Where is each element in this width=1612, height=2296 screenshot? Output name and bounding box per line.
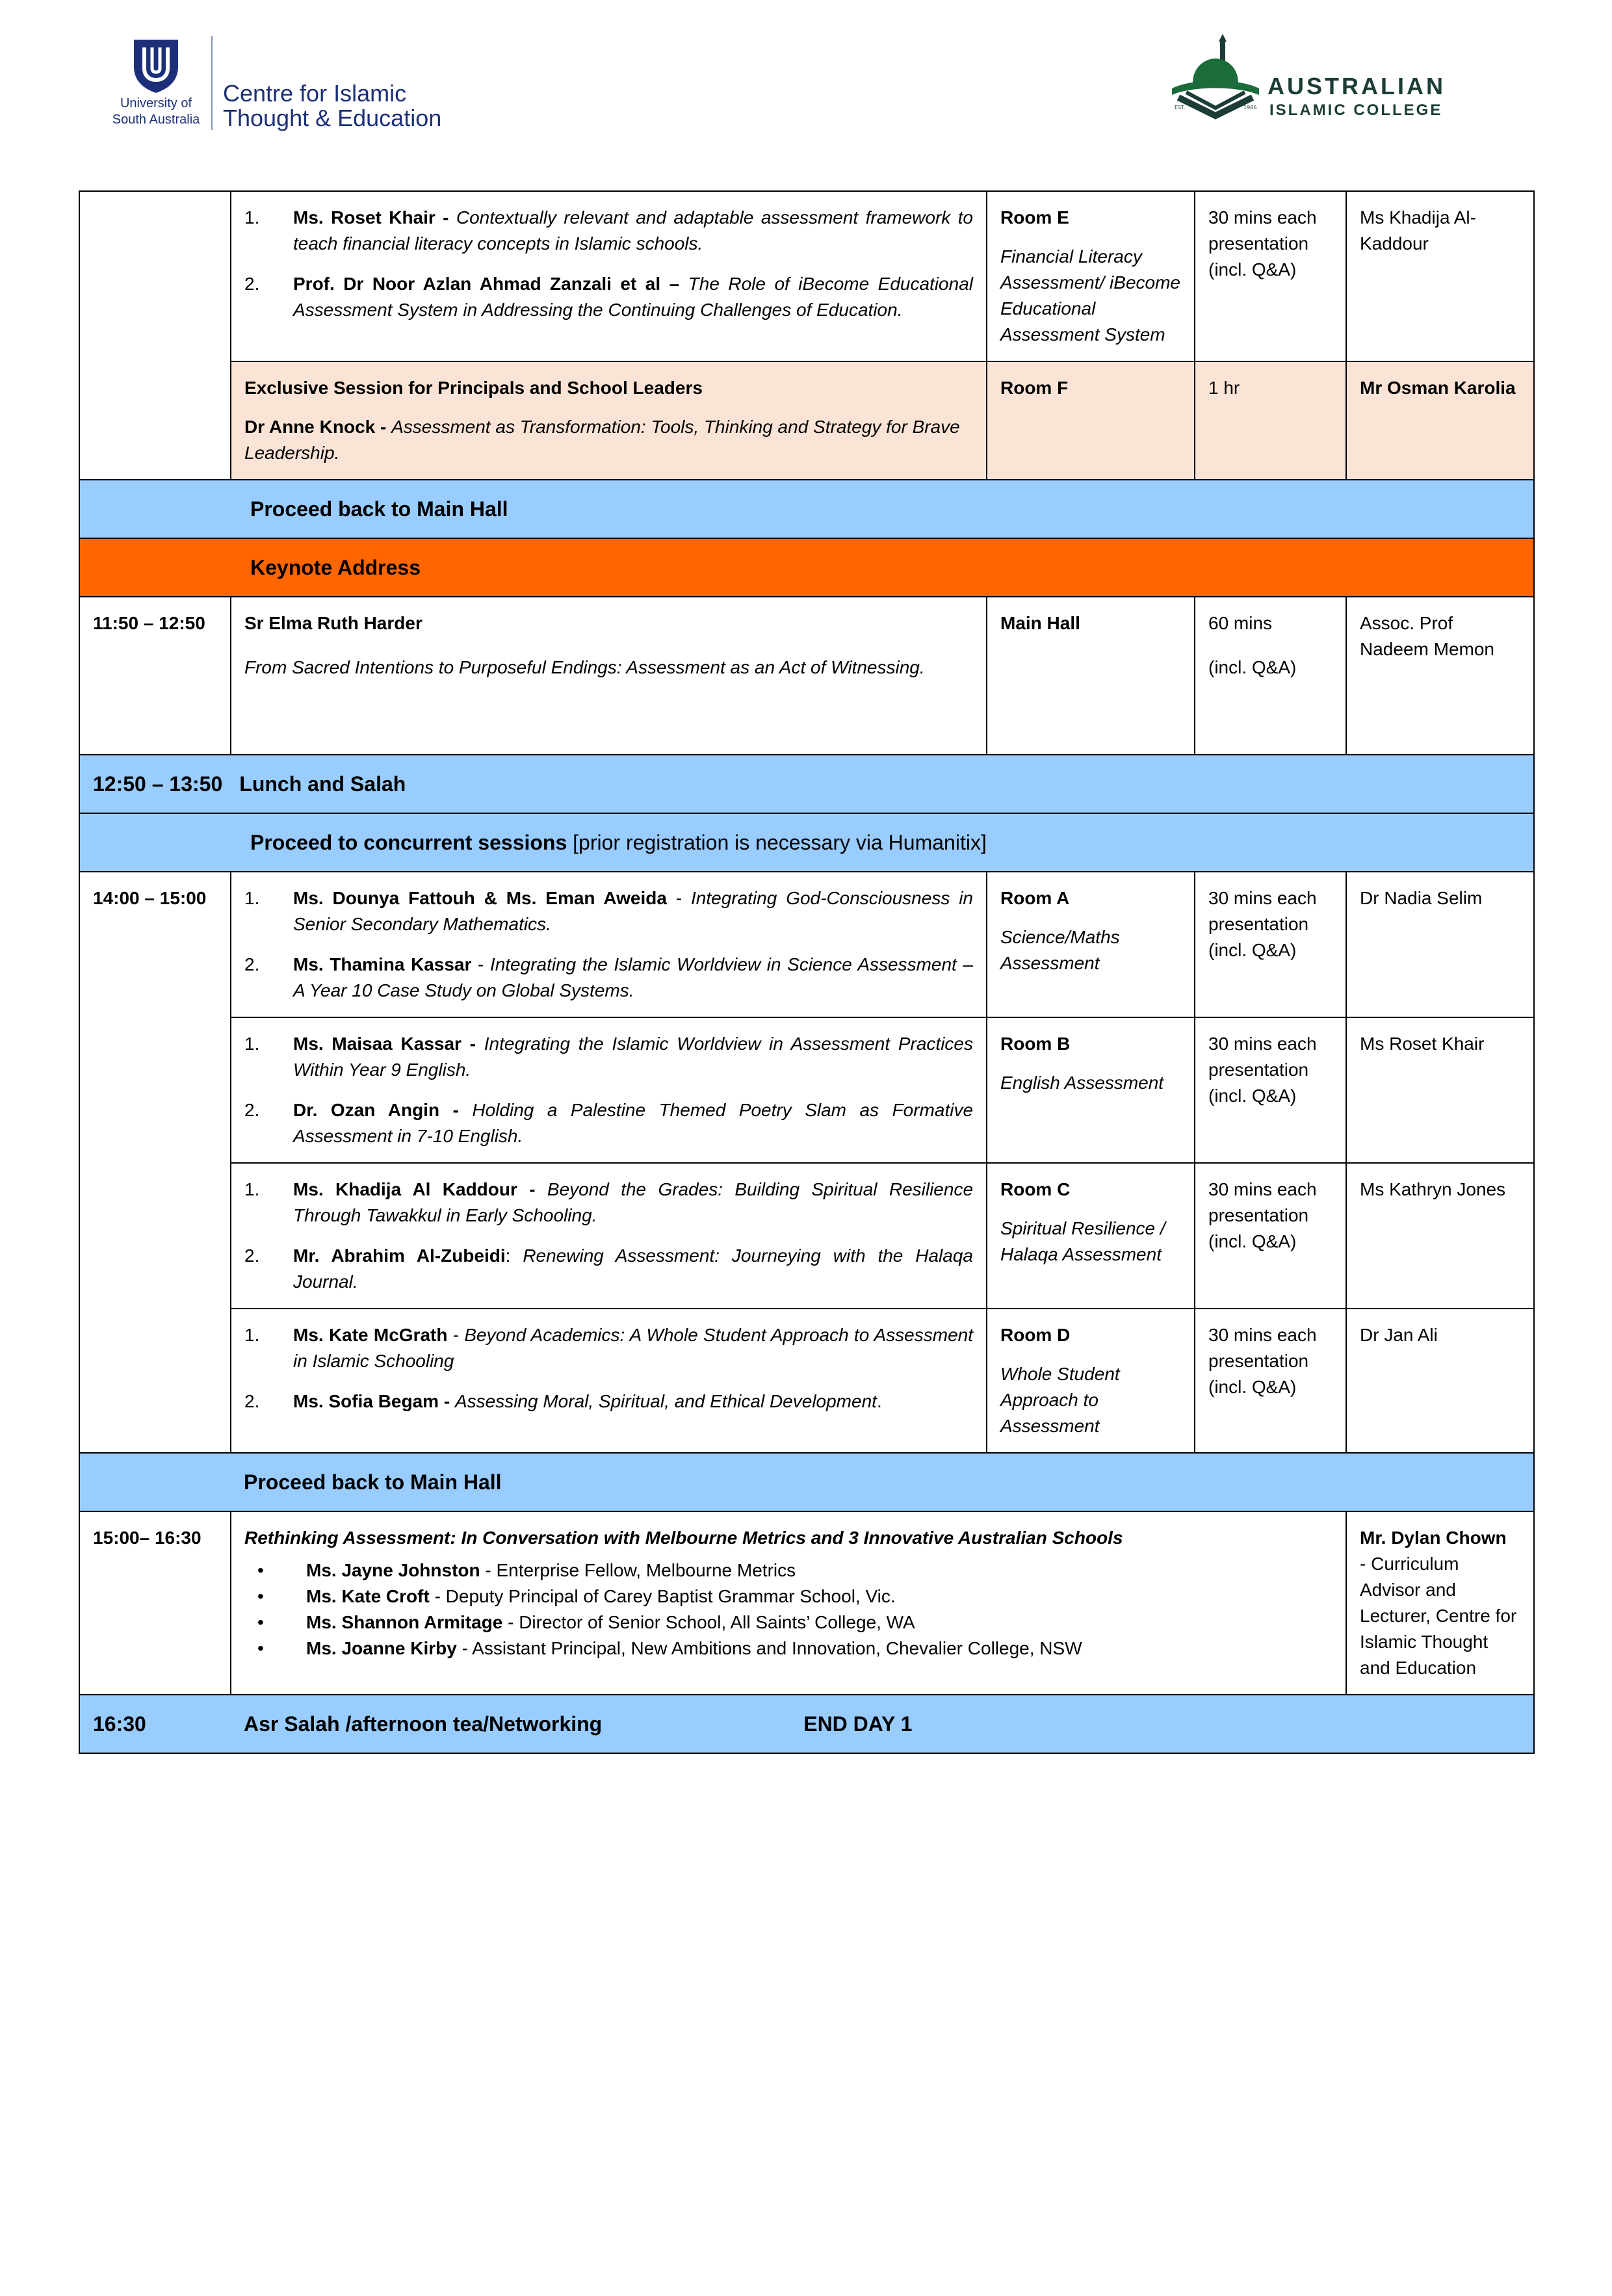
room-name: Room D [1000, 1325, 1071, 1345]
aic-logo [1167, 33, 1472, 137]
presentation-title: Integrating God-Consciousness in Senior Secondary Mathematics. [293, 888, 973, 934]
presentation-item [244, 1031, 973, 1083]
room-name: Room B [1000, 1034, 1071, 1054]
time-cell-empty [79, 191, 231, 480]
panel-cell [231, 1511, 1346, 1695]
end-day-label: END DAY 1 [803, 1712, 913, 1736]
room-topic: Spiritual Resilience / Halaqa Assessment [1000, 1218, 1165, 1264]
room-cell [987, 361, 1195, 480]
panel-speaker [244, 1558, 1332, 1584]
logo-divider [211, 36, 213, 130]
speaker-name: Ms. Shannon Armitage [306, 1612, 503, 1632]
band-time-empty [79, 1453, 231, 1511]
band-label-cell [231, 480, 1534, 538]
unisa-logo [94, 36, 458, 140]
session-row-room-f [79, 361, 1534, 480]
band-label-cell [231, 538, 1534, 597]
presenter-name: Ms. Kate McGrath [293, 1325, 448, 1345]
panel-title: Rethinking Assessment: In Conversation with Melbourne Metrics and 3 Innovative Australian Schools [244, 1528, 1123, 1548]
time-cell: 14:00 – 15:00 [79, 872, 231, 1453]
speaker-role: - Deputy Principal of Carey Baptist Grammar School, Vic. [429, 1586, 896, 1606]
room-name: Room F [1000, 378, 1069, 398]
centre-name [223, 81, 441, 131]
room-topic: English Assessment [1000, 1073, 1164, 1093]
presentations-cell [231, 872, 987, 1017]
separator: - [666, 888, 691, 908]
speaker-role: - Director of Senior School, All Saints’ College, WA [502, 1612, 915, 1632]
chair-name: Mr. Dylan Chown [1360, 1528, 1507, 1548]
chair-cell: Dr Jan Ali [1346, 1309, 1534, 1453]
exclusive-session-cell [231, 361, 987, 480]
keynote-cell [231, 597, 987, 755]
presentations-cell [231, 1017, 987, 1163]
chair-role: - Curriculum Advisor and Lecturer, Centre for Islamic Thought and Education [1360, 1554, 1517, 1678]
room-name: Room C [1000, 1179, 1071, 1199]
session-row-room-b [79, 1017, 1534, 1163]
presentation-title: Holding a Palestine Themed Poetry Slam as Formative Assessment in 7-10 English. [293, 1100, 974, 1146]
svg-text:EST.: EST. [1175, 105, 1186, 111]
band-label: Proceed back to Main Hall [250, 497, 508, 521]
presenter-name: Mr. Abrahim Al-Zubeidi [293, 1246, 506, 1266]
presentation-item [244, 885, 973, 937]
band-time-empty [79, 813, 231, 872]
chair-cell: Ms Roset Khair [1346, 1017, 1534, 1163]
time-cell: 15:00– 16:30 [79, 1511, 231, 1695]
band-label-cell [79, 755, 1534, 813]
presentation-item [244, 1177, 973, 1229]
unisa-shield-icon [130, 36, 182, 94]
band-label: Proceed to concurrent sessions [250, 831, 567, 854]
punctuation: . [876, 1391, 882, 1411]
panel-speaker [244, 1610, 1332, 1636]
exclusive-session-heading: Exclusive Session for Principals and School Leaders [244, 378, 703, 398]
session-row-room-d [79, 1309, 1534, 1453]
band-label: Keynote Address [250, 556, 421, 579]
presentation-item [244, 1322, 973, 1374]
presentation-item [244, 1097, 973, 1149]
presentation-title: Assessing Moral, Spiritual, and Ethical Development [454, 1391, 877, 1411]
chair-cell [1346, 1511, 1534, 1695]
room-cell [987, 1309, 1195, 1453]
item-number: 1. [244, 1034, 260, 1054]
duration-cell [1195, 597, 1346, 755]
college-name-line-1: AUSTRALIAN [1268, 73, 1446, 99]
item-number: 2. [244, 954, 260, 974]
duration-cell: 1 hr [1195, 361, 1346, 480]
speaker-role: - Enterprise Fellow, Melbourne Metrics [480, 1560, 796, 1580]
presenter-name: Prof. Dr Noor Azlan Ahmad Zanzali et al – [293, 274, 680, 294]
band-main-hall [79, 480, 1534, 538]
presentation-title: Contextually relevant and adaptable assessment framework to teach financial literacy concepts in Islamic schools. [293, 207, 974, 254]
duration-cell: 30 mins each presentation (incl. Q&A) [1195, 191, 1346, 361]
panel-speaker [244, 1636, 1332, 1662]
unisa-line-1: University of [120, 96, 192, 111]
separator: : [505, 1246, 523, 1266]
presentation-title: The Role of iBecome Educational Assessment System in Addressing the Continuing Challenges of Education. [293, 274, 973, 320]
band-keynote [79, 538, 1534, 597]
presenter-name: Ms. Sofia Begam - [293, 1391, 450, 1411]
band-time: 16:30 [79, 1695, 231, 1753]
unisa-line-2: South Australia [112, 112, 200, 127]
keynote-title: From Sacred Intentions to Purposeful Endings: Assessment as an Act of Witnessing. [244, 657, 925, 677]
band-label-cell [231, 1695, 1534, 1753]
band-label-cell [231, 1453, 1534, 1511]
room-cell: Main Hall [987, 597, 1195, 755]
band-label-cell [231, 813, 1534, 872]
chair-cell: Mr Osman Karolia [1346, 361, 1534, 480]
exclusive-session-presentation [244, 414, 973, 466]
room-topic: Financial Literacy Assessment/ iBecome Educational Assessment System [1000, 246, 1180, 345]
room-name: Room E [1000, 207, 1069, 228]
item-number: 2. [244, 1100, 260, 1120]
speaker-name: Ms. Jayne Johnston [306, 1560, 480, 1580]
presenter-name: Ms. Roset Khair - [293, 207, 449, 228]
item-number: 2. [244, 1391, 260, 1411]
band-note: [prior registration is necessary via Humanitix] [573, 831, 987, 854]
band-main-hall [79, 1453, 1534, 1511]
presentation-title: Renewing Assessment: Journeying with the Halaqa Journal. [293, 1246, 973, 1292]
presentations-cell [231, 1163, 987, 1309]
separator: - [471, 954, 490, 974]
presentation-item [244, 205, 973, 257]
time-cell: 11:50 – 12:50 [79, 597, 231, 755]
speaker-role: - Assistant Principal, New Ambitions and Innovation, Chevalier College, NSW [456, 1638, 1082, 1658]
presenter-name: Ms. Thamina Kassar [293, 954, 472, 974]
centre-line-1: Centre for Islamic [223, 80, 407, 107]
presentation-title: Beyond Academics: A Whole Student Approach to Assessment in Islamic Schooling [293, 1325, 974, 1371]
unisa-name [94, 96, 218, 128]
chair-cell: Dr Nadia Selim [1346, 872, 1534, 1017]
band-end-day [79, 1695, 1534, 1753]
duration-cell: 30 mins each presentation (incl. Q&A) [1195, 872, 1346, 1017]
band-label: Asr Salah /afternoon tea/Networking [244, 1712, 603, 1736]
presentation-item [244, 271, 973, 323]
separator: - [447, 1325, 465, 1345]
band-lunch [79, 755, 1534, 813]
presenter-name: Ms. Khadija Al Kaddour - [293, 1179, 536, 1199]
presentation-title: Assessment as Transformation: Tools, Thinking and Strategy for Brave Leadership. [244, 417, 960, 463]
item-number: 2. [244, 1246, 260, 1266]
speaker-name: Ms. Joanne Kirby [306, 1638, 457, 1658]
duration-cell: 30 mins each presentation (incl. Q&A) [1195, 1017, 1346, 1163]
program-table [79, 190, 1535, 1754]
presenter-name: Ms. Maisaa Kassar - [293, 1034, 476, 1054]
item-number: 1. [244, 1325, 260, 1345]
room-topic: Whole Student Approach to Assessment [1000, 1364, 1120, 1436]
keynote-speaker: Sr Elma Ruth Harder [244, 613, 422, 633]
session-row-keynote [79, 597, 1534, 755]
page-header [0, 0, 1612, 156]
presentation-item [244, 1389, 973, 1415]
college-name-line-2: ISLAMIC COLLEGE [1269, 101, 1443, 119]
presentations-cell [231, 191, 987, 361]
room-cell [987, 1017, 1195, 1163]
chair-cell: Ms Kathryn Jones [1346, 1163, 1534, 1309]
session-row-panel [79, 1511, 1534, 1695]
presenter-name: Ms. Dounya Fattouh & Ms. Eman Aweida [293, 888, 667, 908]
duration-note: (incl. Q&A) [1208, 657, 1297, 677]
band-label: Lunch and Salah [239, 772, 406, 796]
item-number: 2. [244, 274, 260, 294]
panel-speaker [244, 1584, 1332, 1610]
item-number: 1. [244, 1179, 260, 1199]
room-name: Room A [1000, 888, 1070, 908]
presentation-title: Beyond the Grades: Building Spiritual Resilience Through Tawakkul in Early Schooling. [293, 1179, 974, 1225]
svg-text:1986: 1986 [1243, 105, 1257, 111]
chair-cell: Ms Khadija Al-Kaddour [1346, 191, 1534, 361]
chair-cell: Assoc. Prof Nadeem Memon [1346, 597, 1534, 755]
duration-value: 60 mins [1208, 613, 1273, 633]
room-cell [987, 872, 1195, 1017]
duration-cell: 30 mins each presentation (incl. Q&A) [1195, 1163, 1346, 1309]
band-concurrent [79, 813, 1534, 872]
presentation-title: Integrating the Islamic Worldview in Assessment Practices Within Year 9 English. [293, 1034, 974, 1080]
session-row-room-c [79, 1163, 1534, 1309]
session-row-room-a [79, 872, 1534, 1017]
room-cell [987, 191, 1195, 361]
centre-line-2: Thought & Education [223, 105, 442, 131]
panel-speaker-list [244, 1558, 1332, 1662]
band-time: 12:50 – 13:50 [93, 772, 223, 796]
duration-cell: 30 mins each presentation (incl. Q&A) [1195, 1309, 1346, 1453]
presentation-item [244, 952, 973, 1004]
mosque-emblem-icon [1167, 33, 1264, 130]
band-time-empty [79, 538, 231, 597]
band-label: Proceed back to Main Hall [244, 1470, 502, 1494]
session-row-room-e [79, 191, 1534, 361]
band-time-empty [79, 480, 231, 538]
presenter-name: Dr. Ozan Angin - [293, 1100, 459, 1120]
presentation-item [244, 1243, 973, 1295]
presentation-title: Integrating the Islamic Worldview in Science Assessment – A Year 10 Case Study on Global Systems. [293, 954, 973, 1000]
item-number: 1. [244, 888, 260, 908]
item-number: 1. [244, 207, 260, 228]
room-cell [987, 1163, 1195, 1309]
speaker-name: Ms. Kate Croft [306, 1586, 430, 1606]
room-topic: Science/Maths Assessment [1000, 927, 1120, 973]
presenter-name: Dr Anne Knock - [244, 417, 387, 437]
presentations-cell [231, 1309, 987, 1453]
